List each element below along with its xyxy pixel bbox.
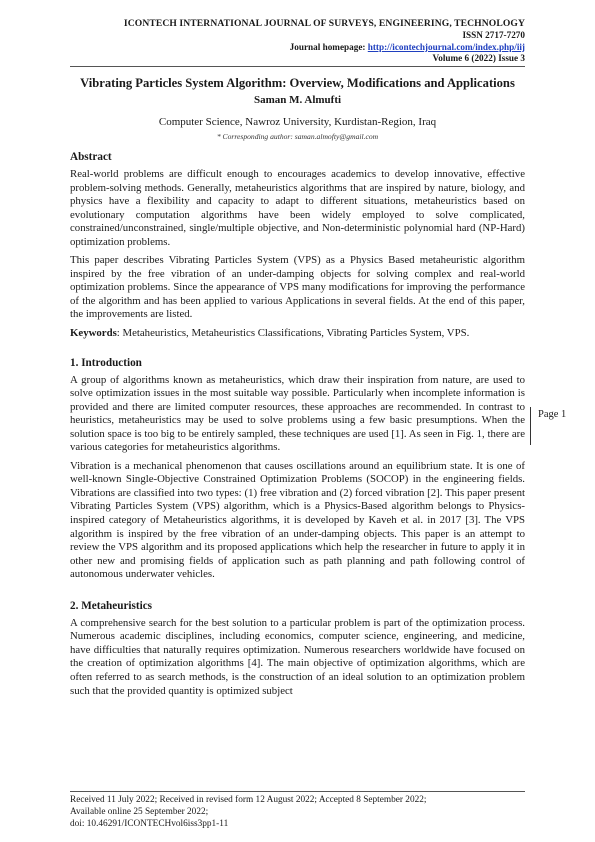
available-online: Available online 25 September 2022; bbox=[70, 806, 209, 817]
article-body bbox=[70, 75, 525, 703]
abstract-paragraph-2: This paper describes Vibrating Particles System (VPS) as a Physics Based metaheuristic algorithm inspired by the free vibration of an under-damping objects for solving complex and real-world optimization problems. Since the appearance of VPS many modifications for improving the performance of the algorithm and has been applied to various Applications in several fields. At the end of this paper, the improvements are listed. bbox=[70, 254, 525, 321]
keywords-list: : Metaheuristics, Metaheuristics Classifications, Vibrating Particles System, VPS. bbox=[116, 327, 470, 340]
page-number-divider bbox=[530, 407, 531, 445]
header-divider bbox=[70, 66, 525, 67]
homepage-link[interactable]: http://icontechjournal.com/index.php/iij bbox=[367, 41, 525, 52]
author-name: Saman M. Almufti bbox=[253, 94, 342, 106]
received-dates: Received 11 July 2022; Received in revised form 12 August 2022; Accepted 8 September 2022; bbox=[70, 795, 427, 805]
section-heading-introduction: 1. Introduction bbox=[70, 356, 142, 369]
abstract-paragraph-1: Real-world problems are difficult enough to encourages academics to develop innovative, effective problem-solving methods. Generally, metaheuristics algorithms that are inspired by nature, biology, and physics have a flexibility and capacity to adapt to different situations, metaheuristics based on evolutionary computation algorithms have been widely employed to solve complicated, constrained/unconstrained, single/multiple objective, and Non-deterministic polynomial hard (NP-Hard) optimization problems. bbox=[70, 168, 525, 248]
section-heading-metaheuristics: 2. Metaheuristics bbox=[70, 599, 153, 612]
intro-paragraph-1: A group of algorithms known as metaheuristics, which draw their inspiration from nature, are used to solve optimization issues in the most suitable way possible. Particularly when incomplete information is provided and there are limited computer resources, these approaches are recommended. In contrast to heuristics, metaheuristics may be used to solve problems using a few basic presumptions. When the solution space is too big to be entirely sampled, these techniques are used [1]. As seen in Fig. 1, there are various categories for metaheuristics algorithms. bbox=[70, 373, 525, 454]
issn: ISSN 2717-7270 bbox=[462, 29, 525, 40]
journal-homepage bbox=[124, 42, 525, 54]
footer-divider bbox=[70, 791, 525, 792]
article-title: Vibrating Particles System Algorithm: Overview, Modifications and Applications bbox=[80, 76, 515, 90]
doi: doi: 10.46291/ICONTECHvol6iss3pp1-11 bbox=[70, 818, 229, 829]
article-footer bbox=[70, 795, 525, 830]
journal-header bbox=[124, 18, 525, 65]
journal-name: ICONTECH INTERNATIONAL JOURNAL OF SURVEYS, ENGINEERING, TECHNOLOGY bbox=[123, 18, 525, 29]
metaheuristics-paragraph-1: A comprehensive search for the best solution to a particular problem is part of the optimization process. Numerous academic disciplines, including economics, computer science, engineering, and medicine, have difficulties that naturally requires optimization. Numerous researchers worldwide have focused on the creation of optimization algorithms [4]. The main objective of optimization algorithms, which are often referred to as search methods, is the construction of an ideal solution to an optimization problem such that the provided quantity is optimized subject bbox=[70, 616, 525, 697]
abstract-heading: Abstract bbox=[70, 151, 112, 163]
volume-issue: Volume 6 (2022) Issue 3 bbox=[432, 53, 525, 64]
page-number: Page 1 bbox=[538, 409, 567, 420]
author-affiliation: Computer Science, Nawroz University, Kurdistan-Region, Iraq bbox=[158, 116, 437, 128]
keywords-label: Keywords bbox=[70, 327, 117, 340]
homepage-label: Journal homepage: bbox=[289, 41, 368, 52]
corresponding-author: * Corresponding author: saman.almofty@gmail.com bbox=[216, 132, 379, 141]
keywords-line bbox=[70, 327, 525, 341]
intro-paragraph-2: Vibration is a mechanical phenomenon that causes oscillations around an equilibrium state. It is one of well-known Single-Objective Constrained Optimization Problems (SOCOP) in the engineering fields. Vibrations are classified into two types: (1) free vibration and (2) forced vibration [2]. This paper present Vibrating Particles System (VPS) algorithm, which is a Physics-Based algorithm belongs to Physics-inspired category of Metaheuristics algorithms, it is developed by Kaveh et al. in 2017 [3]. The VPS algorithm is inspired by the free vibration of an under-damping objects. This paper is an attempt to review the VPS algorithm and its proposed applications which help the researcher in future to apply it in other new and promising fields of application such as path planning and path following control of autonomous underwater vehicles. bbox=[70, 459, 525, 581]
